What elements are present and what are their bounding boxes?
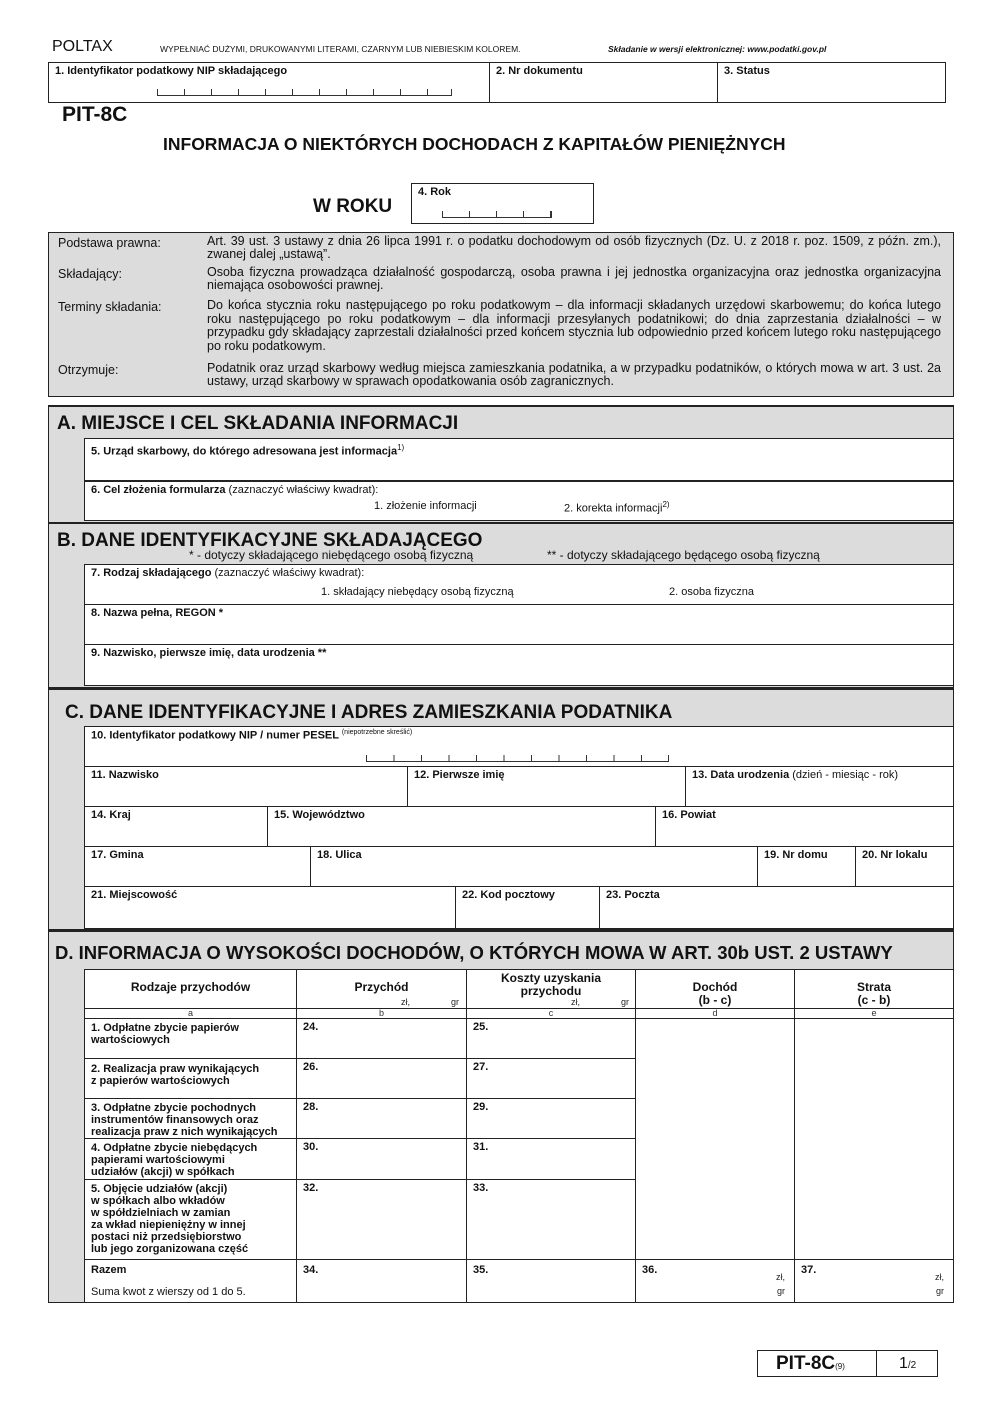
status-label: 3. Status (724, 65, 770, 77)
apartment-number-label: 20. Nr lokalu (862, 849, 928, 861)
voivodeship-label: 15. Województwo (274, 809, 365, 821)
nip-field-label: 1. Identyfikator podatkowy NIP składającego (55, 65, 288, 77)
total-row-label: Razem Suma kwot z wierszy od 1 do 5. (84, 1259, 297, 1303)
year-label: W ROKU (313, 196, 393, 217)
revenue-cell-30[interactable]: 30. (296, 1138, 467, 1180)
surname-name-dob-label: 9. Nazwisko, pierwsze imię, data urodzenia ** (91, 647, 327, 659)
costs-cell-25[interactable]: 25. (466, 1018, 636, 1059)
table-row: 2. Realizacja praw wynikających z papierów wartościowych (84, 1058, 297, 1099)
footer-page-number: 1/2 (899, 1355, 917, 1372)
electronic-filing-note: Składanie w wersji elektronicznej: www.podatki.gov.pl (608, 44, 827, 54)
commune-field[interactable] (84, 846, 311, 887)
recipient-label: Otrzymuje: (58, 363, 119, 377)
col-letter-b: b (296, 1008, 467, 1019)
revenue-cell-32[interactable]: 32. (296, 1179, 467, 1260)
table-row: 3. Odpłatne zbycie pochodnych instrumentów finansowych oraz realizacja praw z nich wynikających (84, 1098, 297, 1139)
country-field[interactable] (84, 806, 268, 847)
commune-label: 17. Gmina (91, 849, 144, 861)
table-row: 4. Odpłatne zbycie niebędących papierami wartościowymi udziałów (akcji) w spółkach (84, 1138, 297, 1180)
city-field[interactable] (84, 886, 456, 929)
revenue-cell-28[interactable]: 28. (296, 1098, 467, 1139)
surname-name-dob-field[interactable] (84, 644, 954, 686)
submitter-type-field (84, 564, 954, 605)
nip-digit-ticks (157, 89, 452, 96)
costs-cell-27[interactable]: 27. (466, 1058, 636, 1099)
post-office-field[interactable] (599, 886, 954, 929)
form-title: INFORMACJA O NIEKTÓRYCH DOCHODACH Z KAPITAŁÓW PIENIĘŻNYCH (163, 134, 786, 154)
apartment-number-field[interactable] (855, 846, 954, 887)
col-letter-a: a (84, 1008, 297, 1019)
postal-code-label: 22. Kod pocztowy (462, 889, 555, 901)
costs-cell-29[interactable]: 29. (466, 1098, 636, 1139)
postal-code-field[interactable] (455, 886, 600, 929)
instruction-text: WYPEŁNIAĆ DUŻYMI, DRUKOWANYMI LITERAMI, CZARNYM LUB NIEBIESKIM KOLOREM. (160, 44, 521, 54)
costs-cell-33[interactable]: 33. (466, 1179, 636, 1260)
taxpayer-id-ticks (366, 755, 669, 762)
tax-office-label: 5. Urząd skarbowy, do którego adresowana jest informacja$^{1)}$ (91, 443, 405, 458)
year-digit-ticks (442, 211, 552, 218)
document-number-field (489, 62, 718, 103)
costs-cell-31[interactable]: 31. (466, 1138, 636, 1180)
deadline-text: Do końca stycznia roku następującego po roku podatkowym – dla informacji składanych urzędowi skarbowemu; do końca lutego roku następującego po roku podatkowym – dla informacji przesyłanych podatnikowi; do dnia zaprzestania działalności – w przypadku gdy składający zaprzestali działalności przed końcem stycznia lub odpowiednio przed końcem lutego roku następującego po roku podatkowym. (207, 298, 941, 353)
col-letter-c: c (466, 1008, 636, 1019)
col-letter-d: d (635, 1008, 795, 1019)
birth-date-label: 13. Data urodzenia (dzień - miesiąc - rok) (692, 769, 899, 781)
surname-label: 11. Nazwisko (91, 769, 159, 781)
footer-form-code: PIT-8C(9) (776, 1353, 845, 1374)
total-income-cell-36[interactable]: 36. zł, gr (635, 1259, 795, 1303)
total-costs-cell-35[interactable]: 35. (466, 1259, 636, 1303)
full-name-regon-field[interactable] (84, 604, 954, 645)
col-letter-e: e (794, 1008, 954, 1019)
section-d-title: D. INFORMACJA O WYSOKOŚCI DOCHODÓW, O KTÓRYCH MOWA W ART. 30b UST. 2 USTAWY (55, 942, 893, 963)
legal-basis-label: Podstawa prawna: (58, 236, 161, 250)
option-non-natural-person[interactable]: 1. składający niebędący osobą fizyczną (321, 586, 514, 598)
col-header-costs: Koszty uzyskania przychodu zł, gr (466, 969, 636, 1009)
street-label: 18. Ulica (317, 849, 362, 861)
total-row-note: Suma kwot z wierszy od 1 do 5. (91, 1286, 246, 1298)
purpose-field (84, 481, 954, 521)
option-correction[interactable]: 2. korekta informacji$^{2)}$ (564, 500, 670, 515)
brand-label: POLTAX (52, 38, 113, 55)
col-header-income: Dochód (b - c) (635, 969, 795, 1009)
col-header-revenue: Przychód zł, gr (296, 969, 467, 1009)
total-revenue-cell-34[interactable]: 34. (296, 1259, 467, 1303)
legal-info-block (48, 232, 954, 397)
income-disabled-area (635, 1018, 795, 1260)
county-label: 16. Powiat (662, 809, 716, 821)
post-office-label: 23. Poczta (606, 889, 660, 901)
purpose-label: 6. Cel złożenia formularza (zaznaczyć właściwy kwadrat): (91, 484, 379, 496)
note-natural-person: ** - dotyczy składającego będącego osobą fizyczną (547, 548, 820, 562)
house-number-label: 19. Nr domu (764, 849, 828, 861)
first-name-label: 12. Pierwsze imię (414, 769, 505, 781)
option-submission[interactable]: 1. złożenie informacji (374, 500, 477, 512)
street-field[interactable] (310, 846, 758, 887)
note-non-natural-person: * - dotyczy składającego niebędącego osobą fizyczną (189, 548, 474, 562)
submitter-type-label: 7. Rodzaj składającego (zaznaczyć właściwy kwadrat): (91, 567, 365, 579)
total-loss-cell-37[interactable]: 37. zł, gr (794, 1259, 954, 1303)
taxpayer-id-label: 10. Identyfikator podatkowy NIP / numer PESEL $^{(niepotrzebne skreślić)}$ (91, 729, 413, 742)
revenue-cell-26[interactable]: 26. (296, 1058, 467, 1099)
tax-office-field[interactable] (84, 438, 954, 481)
full-name-regon-label: 8. Nazwa pełna, REGON * (91, 607, 224, 619)
deadline-label: Terminy składania: (58, 300, 162, 314)
col-header-loss: Strata (c - b) (794, 969, 954, 1009)
legal-basis-text: Art. 39 ust. 3 ustawy z dnia 26 lipca 1991 r. o podatku dochodowym od osób fizycznych (Dz. U. z 2018 r. poz. 1509, z późn. zm.), zwanej dalej „ustawą”. (207, 234, 941, 261)
table-row: 1. Odpłatne zbycie papierów wartościowych (84, 1018, 297, 1059)
option-natural-person[interactable]: 2. osoba fizyczna (669, 586, 754, 598)
recipient-text: Podatnik oraz urząd skarbowy według miejsca zamieszkania podatnika, a w przypadku podatników, o których mowa w art. 3 ust. 2a ustawy, urząd skarbowy w sprawach opodatkowania osób zagranicznych. (207, 361, 941, 388)
city-label: 21. Miejscowość (91, 889, 178, 901)
section-a-title: A. MIEJSCE I CEL SKŁADANIA INFORMACJI (57, 413, 459, 434)
birth-date-field[interactable] (685, 766, 954, 807)
footer-form-box (757, 1350, 938, 1377)
loss-disabled-area (794, 1018, 954, 1260)
status-field (717, 62, 946, 103)
table-row: 5. Objęcie udziałów (akcji) w spółkach albo wkładów w spółdzielniach w zamian za wkład niepieniężny w innej postaci niż przedsiębiorstwo lub jego zorganizowana część (84, 1179, 297, 1260)
first-name-field[interactable] (407, 766, 686, 807)
country-label: 14. Kraj (91, 809, 131, 821)
surname-field[interactable] (84, 766, 408, 807)
voivodeship-field[interactable] (267, 806, 656, 847)
col-header-income-type: Rodzaje przychodów (84, 969, 297, 1009)
county-field[interactable] (655, 806, 954, 847)
year-field-label: 4. Rok (418, 186, 452, 198)
footer-divider (876, 1351, 877, 1376)
year-field[interactable] (411, 183, 594, 224)
taxpayer-id-field[interactable] (84, 726, 954, 767)
document-number-label: 2. Nr dokumentu (496, 65, 583, 77)
section-b-title: B. DANE IDENTYFIKACYJNE SKŁADAJĄCEGO (57, 530, 483, 551)
submitter-label: Składający: (58, 267, 122, 281)
submitter-text: Osoba fizyczna prowadząca działalność gospodarczą, osoba prawna i jej jednostka organizacyjna oraz jednostka organizacyjna niemająca osobowości prawnej. (207, 265, 941, 292)
form-code: PIT-8C (62, 103, 128, 126)
nip-field[interactable] (48, 62, 490, 103)
section-c-title: C. DANE IDENTYFIKACYJNE I ADRES ZAMIESZKANIA PODATNIKA (65, 702, 673, 723)
house-number-field[interactable] (757, 846, 856, 887)
revenue-cell-24[interactable]: 24. (296, 1018, 467, 1059)
